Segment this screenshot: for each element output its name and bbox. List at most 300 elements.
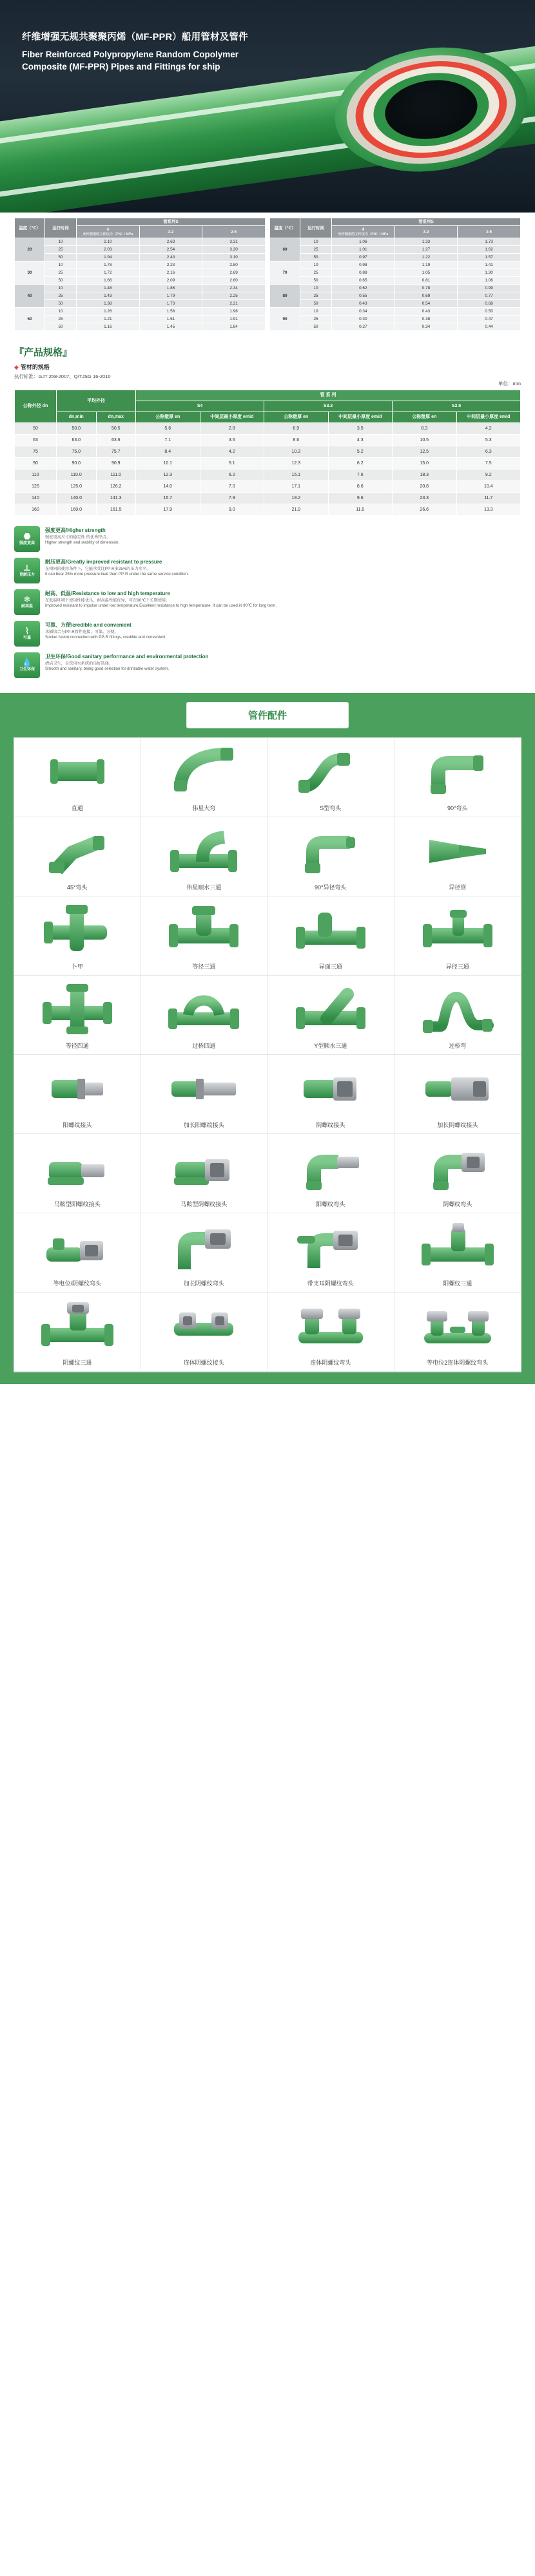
- fitting-label: 带支耳阴螺纹弯头: [307, 1280, 354, 1287]
- hero-banner: [0, 0, 535, 213]
- fitting-item[interactable]: [14, 1213, 141, 1293]
- table-cell: 125: [15, 481, 57, 493]
- table-cell: 3.20: [202, 246, 266, 254]
- table-cell: 12.5: [393, 446, 457, 458]
- fitting-item[interactable]: [14, 817, 141, 896]
- fitting-image: [397, 1296, 519, 1356]
- fitting-item[interactable]: [394, 1055, 521, 1134]
- temp-cell: 50: [15, 308, 45, 331]
- table-cell: 0.43: [394, 308, 458, 316]
- table-row: [15, 458, 521, 469]
- table-cell: 0.62: [332, 285, 395, 292]
- table-row: [15, 254, 266, 261]
- fitting-label: 阴螺纹三通: [63, 1359, 92, 1366]
- fitting-item[interactable]: [268, 1134, 394, 1213]
- fitting-image: [17, 900, 138, 960]
- table-cell: 1.73: [458, 238, 521, 246]
- fitting-item[interactable]: [141, 817, 268, 896]
- table-cell: 10: [45, 238, 77, 246]
- feature-item: [14, 621, 521, 647]
- table-cell: 10: [45, 285, 77, 292]
- fitting-label: 等径四通: [65, 1043, 89, 1049]
- fitting-item[interactable]: [14, 976, 141, 1055]
- table-cell: 1.06: [458, 277, 521, 285]
- fitting-item[interactable]: [14, 1134, 141, 1213]
- table-row: [15, 469, 521, 481]
- fitting-image: [144, 980, 265, 1039]
- table-cell: 0.78: [394, 285, 458, 292]
- table-cell: 2.09: [139, 277, 202, 285]
- hero-title-en-line1: Fiber Reinforced Polypropylene Random Copolymer: [22, 50, 239, 59]
- fittings-grid: [14, 737, 521, 1372]
- fitting-image: [270, 1296, 391, 1356]
- hero-title-en-line2: Composite (MF-PPR) Pipes and Fittings for ship: [22, 62, 220, 71]
- table-row: [15, 277, 266, 285]
- table-cell: 8.4: [136, 446, 200, 458]
- table-cell: 75: [15, 446, 57, 458]
- table-cell: 126.2: [96, 481, 136, 493]
- fitting-item[interactable]: [141, 1293, 268, 1372]
- fitting-label: 阳螺纹弯头: [316, 1201, 345, 1208]
- table-cell: 50: [300, 254, 332, 261]
- fitting-item[interactable]: [268, 1055, 394, 1134]
- table-cell: 25: [45, 292, 77, 300]
- table-cell: 111.0: [96, 469, 136, 481]
- table-cell: 2.16: [139, 269, 202, 277]
- fitting-label: 连体阴螺纹接头: [183, 1359, 224, 1366]
- table-cell: 110.0: [57, 469, 97, 481]
- fitting-image: [397, 1217, 519, 1276]
- spec-standard: 执行标准：GJT 258-2007、Q/TJSG 16-2010: [14, 374, 111, 379]
- fitting-label: 异面三通: [318, 963, 342, 970]
- table-cell: 15.0: [393, 458, 457, 469]
- feature-heading: 可靠、方便/credible and convenient: [45, 622, 131, 628]
- fitting-item[interactable]: [394, 1134, 521, 1213]
- th-dn: 公称外径 dn: [15, 390, 57, 423]
- table-cell: 1.05: [394, 269, 458, 277]
- table-cell: 10: [300, 261, 332, 269]
- fitting-label: 过桥弯: [449, 1043, 467, 1049]
- fitting-image: [270, 1059, 391, 1118]
- table-cell: 5.1: [200, 458, 264, 469]
- fitting-item[interactable]: [394, 738, 521, 817]
- fitting-label: 伟星顺水三通: [186, 884, 222, 891]
- table-cell: 7.0: [200, 481, 264, 493]
- feature-badge-icon: ❄ 耐高温: [14, 589, 40, 615]
- table-cell: 10: [45, 261, 77, 269]
- th-wall-s25: 公称壁厚 en: [393, 412, 457, 423]
- table-cell: 8.6: [328, 481, 393, 493]
- table-cell: 2.60: [202, 277, 266, 285]
- table-cell: 50: [45, 323, 77, 331]
- table-cell: 50: [45, 254, 77, 261]
- table-cell: 10: [300, 238, 332, 246]
- table-row: [15, 323, 266, 331]
- table-cell: 1.21: [77, 316, 140, 323]
- temperature-body-left: [15, 238, 266, 331]
- table-cell: 6.2: [200, 469, 264, 481]
- table-cell: 3.6: [200, 435, 264, 446]
- feature-text-en: Socket fusion connection with PP-R fittings, credible and convenient.: [45, 635, 167, 640]
- table-cell: 0.43: [332, 300, 395, 308]
- feature-heading: 强度更高/Higher strength: [45, 527, 106, 533]
- fitting-item[interactable]: [268, 1293, 394, 1372]
- fitting-image: [17, 1296, 138, 1356]
- fitting-item[interactable]: [14, 738, 141, 817]
- table-cell: 1.62: [458, 246, 521, 254]
- table-row: [15, 504, 521, 516]
- table-cell: 14.0: [136, 481, 200, 493]
- table-row: [15, 300, 266, 308]
- fitting-image: [397, 900, 519, 960]
- spec-section-title: 『产品规格』: [14, 347, 73, 358]
- table-cell: 2.34: [202, 285, 266, 292]
- table-cell: 1.19: [394, 261, 458, 269]
- table-cell: 63.6: [96, 435, 136, 446]
- fitting-image: [144, 900, 265, 960]
- hero-title-cn: 纤维增强无规共聚聚丙烯（MF-PPR）船用管材及管件: [22, 32, 248, 43]
- fitting-label: 加长阴螺纹弯头: [183, 1280, 224, 1287]
- th-wall-s4: 公称壁厚 en: [136, 412, 200, 423]
- table-cell: 0.81: [394, 277, 458, 285]
- table-cell: 10.3: [264, 446, 329, 458]
- table-cell: 10: [45, 308, 77, 316]
- table-cell: 25: [300, 292, 332, 300]
- feature-text-cn: 强度更高尺寸的稳定性 的优秀特点。: [45, 535, 110, 540]
- fitting-image: [270, 900, 391, 960]
- table-row: [270, 238, 521, 246]
- table-row: [270, 285, 521, 292]
- table-cell: 0.55: [332, 292, 395, 300]
- table-cell: 2.8: [200, 423, 264, 435]
- table-cell: 18.3: [393, 469, 457, 481]
- table-cell: 160.0: [57, 504, 97, 516]
- table-cell: 1.33: [394, 238, 458, 246]
- table-row: [270, 300, 521, 308]
- table-cell: 25: [300, 246, 332, 254]
- spec-table-body: [15, 423, 521, 516]
- feature-heading: 耐高、低温/Resistance to low and high temperature: [45, 591, 170, 596]
- table-cell: 10.4: [456, 481, 521, 493]
- table-row: [270, 308, 521, 316]
- temperature-table-right: [269, 218, 521, 331]
- table-cell: 75.7: [96, 446, 136, 458]
- table-row: [270, 254, 521, 261]
- table-row: [15, 493, 521, 504]
- table-row: [270, 292, 521, 300]
- table-cell: 0.98: [332, 261, 395, 269]
- temp-cell: 20: [15, 238, 45, 261]
- fitting-image: [144, 1138, 265, 1197]
- table-cell: 140.0: [57, 493, 97, 504]
- fitting-label: Y型顺水三通: [314, 1043, 347, 1049]
- table-cell: 110: [15, 469, 57, 481]
- fitting-image: [144, 742, 265, 801]
- feature-item: [14, 589, 521, 615]
- table-cell: 20.8: [393, 481, 457, 493]
- table-cell: 0.54: [394, 300, 458, 308]
- fitting-image: [397, 1059, 519, 1118]
- table-cell: 140: [15, 493, 57, 504]
- feature-item: [14, 558, 521, 583]
- table-cell: 2.23: [139, 261, 202, 269]
- table-cell: 0.88: [332, 269, 395, 277]
- table-cell: 5.6: [136, 423, 200, 435]
- th-dnmin: dn,min: [57, 412, 97, 423]
- temp-cell: 40: [15, 285, 45, 308]
- table-cell: 25: [45, 246, 77, 254]
- table-row: [15, 285, 266, 292]
- table-cell: 50: [300, 323, 332, 331]
- fitting-item[interactable]: [141, 1134, 268, 1213]
- th-s25-r: 2.5: [458, 226, 521, 238]
- table-cell: 50: [45, 300, 77, 308]
- table-cell: 4.2: [456, 423, 521, 435]
- table-row: [15, 446, 521, 458]
- feature-body: [45, 589, 521, 609]
- feature-text-en: It can bear 25% more pressure load than PP-R under the same service condition.: [45, 572, 189, 577]
- fitting-image: [17, 1138, 138, 1197]
- table-cell: 50: [45, 277, 77, 285]
- fitting-label: 等径三通: [192, 963, 216, 970]
- fitting-item[interactable]: [268, 976, 394, 1055]
- table-row: [15, 292, 266, 300]
- table-cell: 1.66: [77, 277, 140, 285]
- fitting-item[interactable]: [14, 1293, 141, 1372]
- table-row: [270, 316, 521, 323]
- table-cell: 0.77: [458, 292, 521, 300]
- table-cell: 17.9: [136, 504, 200, 516]
- fitting-image: [17, 742, 138, 801]
- fitting-label: 等电位/阴螺纹弯头: [53, 1280, 101, 1287]
- spec-unit: 单位：mm: [498, 381, 521, 386]
- fitting-item[interactable]: [141, 1055, 268, 1134]
- th-series-l: 管系列S: [77, 218, 266, 226]
- table-cell: 1.78: [77, 261, 140, 269]
- fitting-image: [270, 1217, 391, 1276]
- fitting-item[interactable]: [141, 896, 268, 976]
- spec-subtitle: ◆ 管材的规格: [14, 364, 50, 370]
- table-cell: 25: [45, 269, 77, 277]
- fitting-image: [270, 1138, 391, 1197]
- table-cell: 63: [15, 435, 57, 446]
- table-cell: 10: [300, 308, 332, 316]
- fitting-image: [270, 821, 391, 880]
- fitting-image: [397, 980, 519, 1039]
- temperature-table-left: [14, 218, 266, 331]
- th-s4-r: 4 允许使用的工作压力（PN）/ MPa: [332, 226, 395, 238]
- feature-badge-icon: ⬣ 强度更高: [14, 526, 40, 552]
- table-cell: 5.3: [456, 435, 521, 446]
- table-cell: 161.5: [96, 504, 136, 516]
- fitting-label: 阳螺纹接头: [63, 1122, 92, 1128]
- table-cell: 25: [300, 269, 332, 277]
- table-cell: 1.86: [139, 285, 202, 292]
- table-cell: 4.2: [200, 446, 264, 458]
- table-cell: 3.5: [328, 423, 393, 435]
- th-series-r: 管系列S: [332, 218, 521, 226]
- table-cell: 1.48: [77, 285, 140, 292]
- table-cell: 26.6: [393, 504, 457, 516]
- fittings-row: [14, 1055, 521, 1134]
- table-cell: 90: [15, 458, 57, 469]
- fittings-title: 管件配件: [186, 702, 349, 728]
- fitting-label: 马鞍型阳螺纹接头: [54, 1201, 101, 1208]
- table-cell: 7.9: [200, 493, 264, 504]
- fittings-row: [14, 1293, 521, 1372]
- fitting-item[interactable]: [394, 1293, 521, 1372]
- table-cell: 9.6: [328, 493, 393, 504]
- table-cell: 90.0: [57, 458, 97, 469]
- table-cell: 9.2: [456, 469, 521, 481]
- table-cell: 4.3: [328, 435, 393, 446]
- feature-badge-icon: ⊥ 更耐压力: [14, 558, 40, 583]
- table-cell: 1.73: [139, 300, 202, 308]
- table-cell: 12.3: [264, 458, 329, 469]
- fittings-row: [14, 976, 521, 1055]
- fitting-item[interactable]: [394, 896, 521, 976]
- table-row: [270, 323, 521, 331]
- table-cell: 1.98: [202, 308, 266, 316]
- fitting-item[interactable]: [268, 817, 394, 896]
- table-cell: 1.41: [458, 261, 521, 269]
- table-cell: 0.50: [458, 308, 521, 316]
- fitting-label: 45°弯头: [66, 884, 88, 891]
- table-row: [270, 269, 521, 277]
- fitting-item[interactable]: [394, 1213, 521, 1293]
- table-cell: 10: [300, 285, 332, 292]
- table-cell: 3.31: [202, 238, 266, 246]
- table-cell: 1.43: [77, 292, 140, 300]
- table-cell: 23.3: [393, 493, 457, 504]
- fitting-item[interactable]: [394, 817, 521, 896]
- fitting-item[interactable]: [394, 976, 521, 1055]
- table-cell: 1.94: [77, 254, 140, 261]
- th-s32: S3.2: [264, 401, 393, 412]
- table-cell: 2.54: [139, 246, 202, 254]
- temp-cell: 60: [270, 238, 300, 261]
- table-cell: 12.3: [136, 469, 200, 481]
- table-cell: 0.27: [332, 323, 395, 331]
- fitting-item[interactable]: [141, 1213, 268, 1293]
- table-row: [15, 423, 521, 435]
- th-temp-l: 温度（℃）: [15, 218, 45, 238]
- table-cell: 7.1: [136, 435, 200, 446]
- table-cell: 5.2: [328, 446, 393, 458]
- feature-heading: 耐压更高/Greatly improved resistant to pressure: [45, 559, 162, 565]
- table-cell: 9.0: [200, 504, 264, 516]
- table-cell: 1.06: [332, 238, 395, 246]
- table-row: [15, 316, 266, 323]
- th-avg: 平均外径: [57, 390, 136, 412]
- table-cell: 6.2: [328, 458, 393, 469]
- fitting-label: 异径三通: [445, 963, 469, 970]
- table-cell: 75.0: [57, 446, 97, 458]
- fitting-image: [17, 980, 138, 1039]
- fitting-image: [144, 1217, 265, 1276]
- th-group: 管 系 列: [136, 390, 521, 401]
- fitting-item[interactable]: [268, 1213, 394, 1293]
- table-cell: 1.16: [77, 323, 140, 331]
- table-cell: 10.5: [393, 435, 457, 446]
- hero-text: [22, 30, 383, 73]
- fitting-item[interactable]: [268, 738, 394, 817]
- table-cell: 1.45: [139, 323, 202, 331]
- fitting-image: [397, 742, 519, 801]
- fitting-label: 异径管: [449, 884, 467, 891]
- fitting-item[interactable]: [141, 976, 268, 1055]
- table-row: [15, 238, 266, 246]
- table-cell: 15.1: [264, 469, 329, 481]
- fitting-item[interactable]: [141, 738, 268, 817]
- table-cell: 25: [300, 316, 332, 323]
- fitting-image: [17, 1217, 138, 1276]
- feature-text-cn: 在低温环境下使用性能优良，耐高温性能优异，可在90℃下长期使用。: [45, 598, 170, 603]
- table-cell: 2.69: [202, 269, 266, 277]
- fitting-item[interactable]: [268, 896, 394, 976]
- table-cell: 1.79: [139, 292, 202, 300]
- table-cell: 17.1: [264, 481, 329, 493]
- table-cell: 7.5: [456, 458, 521, 469]
- th-wall-s32: 公称壁厚 en: [264, 412, 329, 423]
- table-cell: 1.57: [458, 254, 521, 261]
- fittings-row: [14, 896, 521, 976]
- fitting-image: [270, 980, 391, 1039]
- fitting-label: 阳螺纹三通: [443, 1280, 472, 1287]
- fitting-label: 等电位2连体阴螺纹弯头: [427, 1359, 489, 1366]
- table-cell: 0.47: [458, 316, 521, 323]
- table-cell: 6.9: [264, 423, 329, 435]
- table-cell: 2.43: [139, 254, 202, 261]
- table-cell: 1.91: [202, 316, 266, 323]
- table-cell: 0.97: [332, 254, 395, 261]
- table-cell: 1.38: [77, 300, 140, 308]
- th-mid-s32: 中间层最小厚度 emid: [328, 412, 393, 423]
- table-cell: 63.0: [57, 435, 97, 446]
- fittings-row: [14, 1134, 521, 1213]
- feature-badge-icon: 💧 卫生环保: [14, 652, 40, 678]
- fitting-label: 卜甲: [71, 963, 83, 970]
- feature-item: [14, 526, 521, 552]
- table-cell: 25: [45, 316, 77, 323]
- feature-body: [45, 621, 521, 641]
- fitting-label: 加长阳螺纹接头: [183, 1122, 224, 1128]
- table-cell: 0.99: [458, 285, 521, 292]
- fitting-label: 90°弯头: [447, 805, 468, 811]
- temperature-tables: [0, 213, 535, 339]
- fittings-row: [14, 738, 521, 817]
- table-cell: 0.38: [394, 316, 458, 323]
- fitting-label: 阴螺纹接头: [316, 1122, 345, 1128]
- fitting-label: 连体阴螺纹弯头: [310, 1359, 351, 1366]
- th-s25-l: 2.5: [202, 226, 266, 238]
- th-s4-l: 4 允许使用的工作压力（PN）/ MPa: [77, 226, 140, 238]
- table-cell: 2.03: [77, 246, 140, 254]
- table-cell: 2.10: [77, 238, 140, 246]
- table-cell: 13.3: [456, 504, 521, 516]
- feature-item: [14, 652, 521, 678]
- fitting-image: [270, 742, 391, 801]
- fitting-item[interactable]: [14, 1055, 141, 1134]
- feature-text-cn: 承插熔合与PP-R管件连接，可靠、方便。: [45, 630, 119, 634]
- temp-cell: 70: [270, 261, 300, 285]
- table-cell: 1.26: [77, 308, 140, 316]
- fitting-item[interactable]: [14, 896, 141, 976]
- fitting-label: 伟星大弯: [192, 805, 216, 811]
- table-cell: 50.0: [57, 423, 97, 435]
- table-cell: 1.27: [394, 246, 458, 254]
- table-cell: 141.3: [96, 493, 136, 504]
